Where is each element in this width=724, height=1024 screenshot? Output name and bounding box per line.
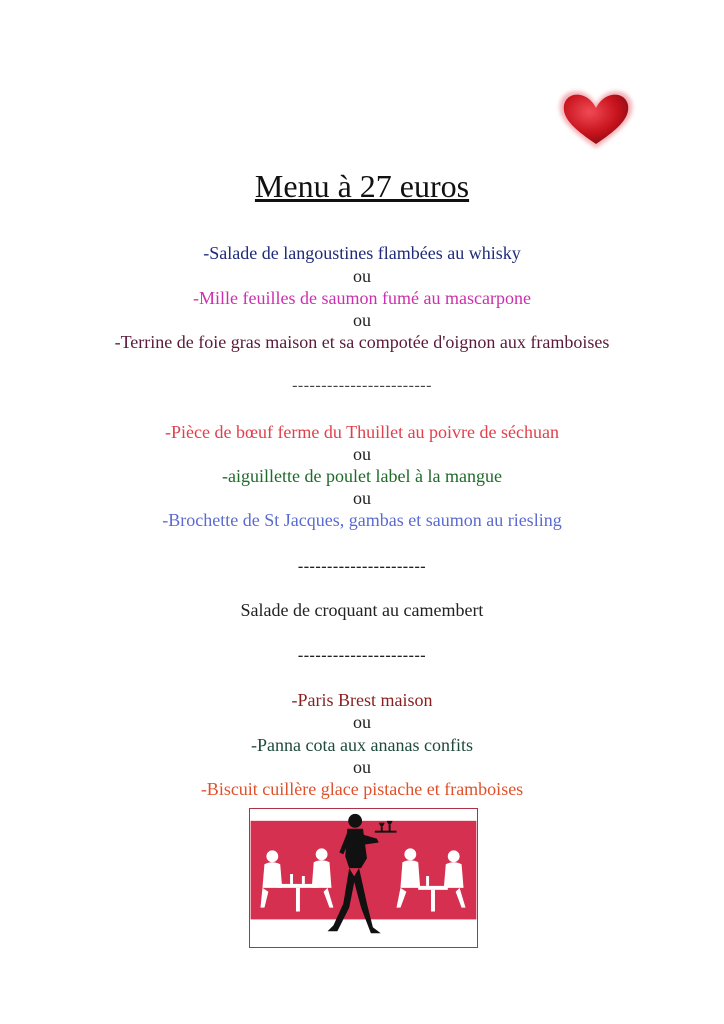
dessert-2: -Panna cota aux ananas confits	[251, 735, 473, 755]
course-separator: ----------------------	[297, 647, 427, 664]
starter-2: -Mille feuilles de saumon fumé au mascarpone	[193, 288, 531, 308]
course-separator: ------------------------	[292, 377, 432, 394]
main-2: -aiguillette de poulet label à la mangue	[222, 466, 502, 486]
dessert-1: -Paris Brest maison	[291, 690, 433, 710]
menu-title: Menu à 27 euros	[254, 168, 470, 204]
starter-3: -Terrine de foie gras maison et sa compotée d'oignon aux framboises	[114, 332, 610, 352]
or-separator: ou	[353, 310, 371, 330]
or-separator: ou	[353, 488, 371, 508]
dessert-3: -Biscuit cuillère glace pistache et framboises	[200, 779, 524, 799]
or-separator: ou	[353, 712, 371, 732]
main-3: -Brochette de St Jacques, gambas et saumon au riesling	[162, 510, 562, 530]
cheese-course: Salade de croquant au camembert	[240, 600, 484, 620]
starter-1: -Salade de langoustines flambées au whisky	[203, 243, 521, 263]
or-separator: ou	[353, 266, 371, 286]
main-1: -Pièce de bœuf ferme du Thuillet au poivre de séchuan	[164, 422, 560, 442]
or-separator: ou	[353, 757, 371, 777]
heart-icon	[556, 86, 636, 152]
restaurant-illustration	[249, 808, 478, 948]
or-separator: ou	[353, 444, 371, 464]
course-separator: ----------------------	[297, 558, 427, 575]
